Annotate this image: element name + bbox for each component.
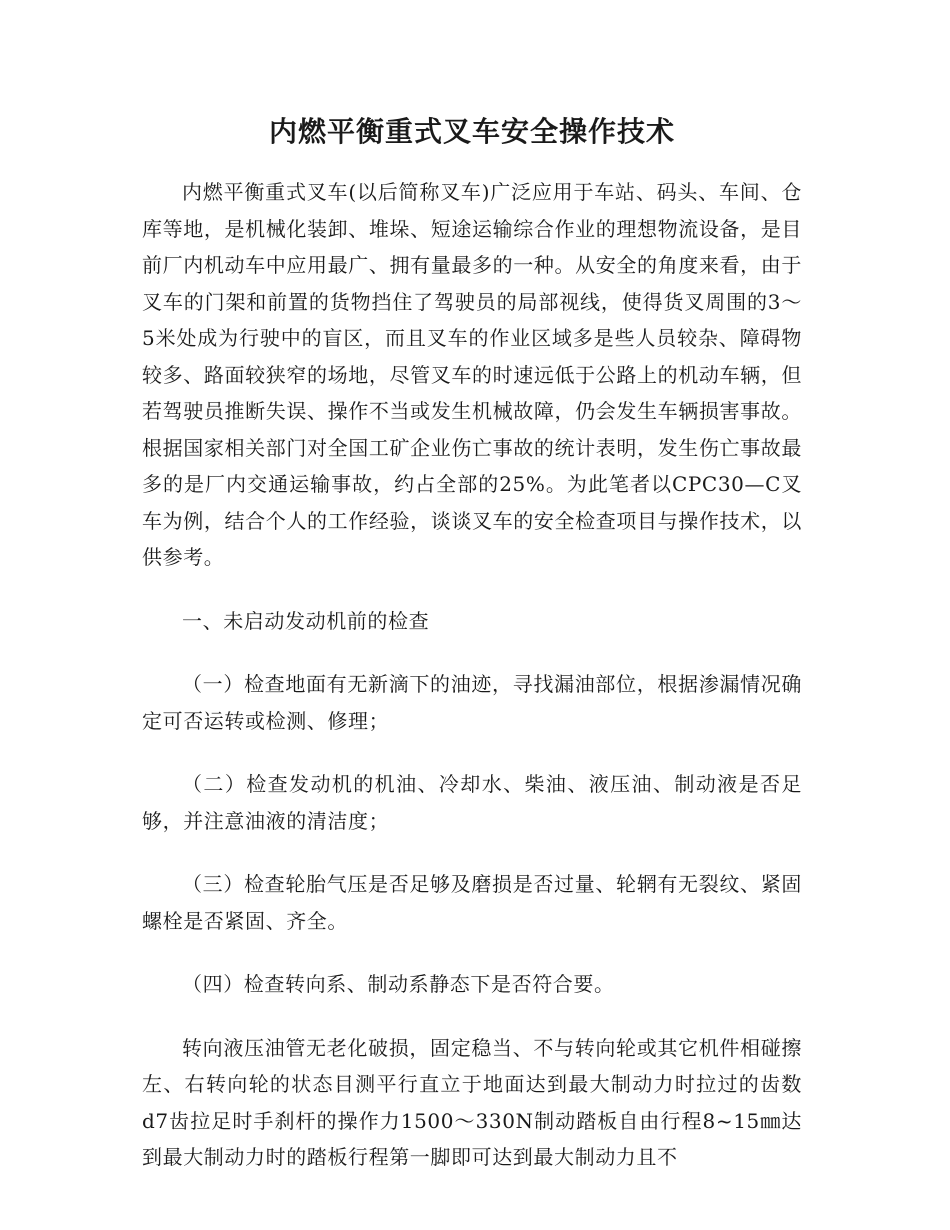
steering-requirements-paragraph: 转向液压油管无老化破损，固定稳当、不与转向轮或其它机件相碰擦左、右转向轮的状态目测平行直立于地面达到最大制动力时拉过的齿数d7齿拉足时手刹杆的操作力1500～330N制动踏板自由行程8~15㎜达到最大制动力时的踏板行程第一脚即可达到最大制动力且不: [142, 1035, 802, 1169]
check-item-3: （三）检查轮胎气压是否足够及磨损是否过量、轮辋有无裂纹、紧固螺栓是否紧固、齐全。: [142, 872, 802, 933]
document-title: 内燃平衡重式叉车安全操作技术: [268, 115, 675, 148]
check-item-1: （一）检查地面有无新滴下的油迹，寻找漏油部位，根据渗漏情况确定可否运转或检测、修理；: [142, 672, 802, 733]
check-item-4: （四）检查转向系、制动系静态下是否符合要。: [182, 972, 615, 996]
section-heading: 一、未启动发动机前的检查: [182, 608, 430, 633]
intro-paragraph: 内燃平衡重式叉车(以后简称叉车)广泛应用于车站、码头、车间、仓库等地，是机械化装卸、堆垛、短途运输综合作业的理想物流设备，是目前厂内机动车中应用最广、拥有量最多的一种。从安全的角度来看，由于叉车的门架和前置的货物挡住了驾驶员的局部视线，使得货叉周围的3～5米处成为行驶中的盲区，而且叉车的作业区域多是些人员较杂、障碍物较多、路面较狭窄的场地，尽管叉车的时速远低于公路上的机动车辆，但若驾驶员推断失误、操作不当或发生机械故障，仍会发生车辆损害事故。根据国家相关部门对全国工矿企业伤亡事故的统计表明，发生伤亡事故最多的是厂内交通运输事故，约占全部的25%。为此笔者以CPC30—C叉车为例，结合个人的工作经验，谈谈叉车的安全检查项目与操作技术，以供参考。: [142, 180, 802, 569]
document-page: [142, 112, 802, 1169]
check-item-2: （二）检查发动机的机油、冷却水、柴油、液压油、制动液是否足够，并注意油液的清洁度；: [142, 772, 802, 833]
